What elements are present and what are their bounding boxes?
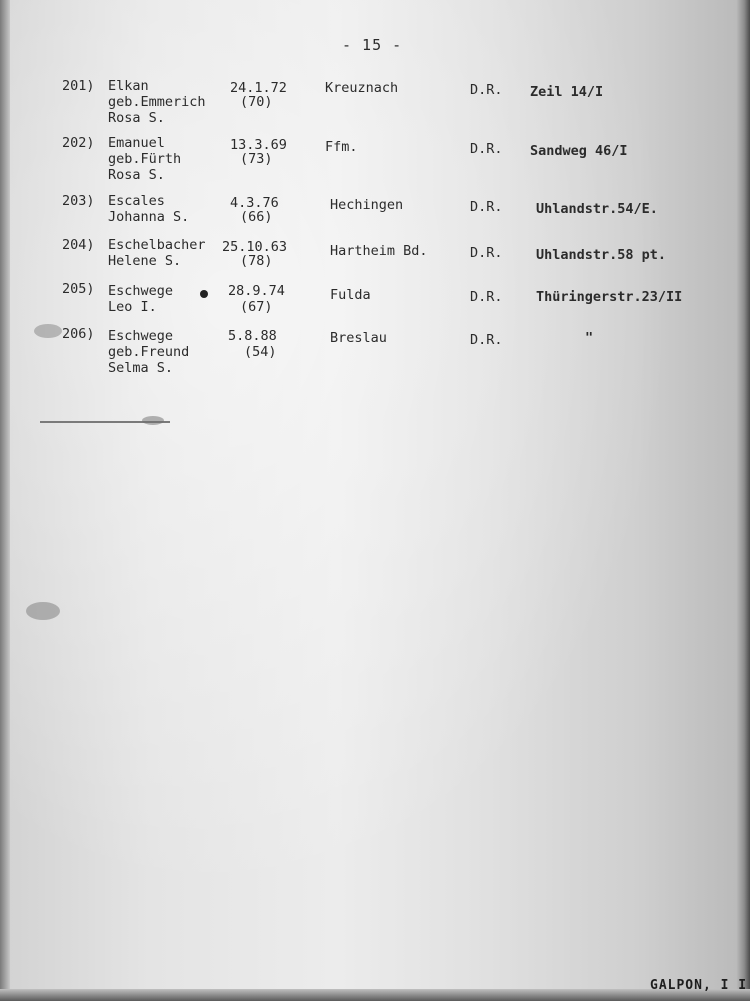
entry-name-line: geb.Fürth (108, 151, 182, 167)
entry-name-line: Leo I. (108, 299, 157, 315)
entry-citizenship: D.R. (470, 245, 503, 261)
entry-name-line: Eschwege (108, 283, 174, 299)
entry-name-line: geb.Emmerich (108, 94, 206, 110)
entry-name-line: Rosa S. (108, 167, 165, 183)
archive-stamp: GALPON, I I (650, 978, 748, 993)
scan-edge-bottom (0, 989, 750, 1001)
entry-address: " (585, 330, 594, 346)
scan-edge-left (0, 0, 10, 1001)
entry-citizenship: D.R. (470, 82, 503, 98)
entry-name-line: Rosa S. (108, 110, 165, 126)
entry-address: Uhlandstr.58 pt. (536, 247, 667, 263)
entry-address: Thüringerstr.23/II (536, 289, 683, 305)
entry-birth-date: 13.3.69 (230, 137, 287, 153)
entry-age: (73) (240, 151, 273, 167)
entry-name-line: Escales (108, 193, 165, 209)
entry-number: 202) (62, 135, 95, 151)
entry-birth-date: 4.3.76 (230, 195, 279, 211)
entry-number: 204) (62, 237, 95, 253)
entry-birthplace: Ffm. (325, 139, 358, 155)
entry-age: (67) (240, 299, 273, 315)
stain-mark (26, 602, 60, 620)
entry-number: 203) (62, 193, 95, 209)
entry-number: 205) (62, 281, 95, 297)
entry-birth-date: 25.10.63 (222, 239, 288, 255)
entry-birthplace: Kreuznach (325, 80, 399, 96)
entry-birthplace: Breslau (330, 330, 387, 346)
entry-name-line: Helene S. (108, 253, 182, 269)
entry-name-line: Selma S. (108, 360, 174, 376)
entry-name-line: Emanuel (108, 135, 165, 151)
entry-age: (78) (240, 253, 273, 269)
entry-name-line: Eschelbacher (108, 237, 206, 253)
ink-dot (200, 290, 208, 298)
entry-age: (66) (240, 209, 273, 225)
entry-address: Zeil 14/I (530, 84, 604, 100)
entry-birthplace: Hartheim Bd. (330, 243, 428, 259)
page-number: - 15 - (342, 36, 403, 54)
entry-birthplace: Hechingen (330, 197, 404, 213)
scan-edge-right (736, 0, 750, 1001)
entry-number: 201) (62, 78, 95, 94)
entry-age: (70) (240, 94, 273, 110)
entry-age: (54) (244, 344, 277, 360)
ink-blot (34, 324, 62, 338)
entry-birth-date: 24.1.72 (230, 80, 287, 96)
pencil-loop (142, 416, 164, 425)
entry-name-line: Elkan (108, 78, 149, 94)
entry-citizenship: D.R. (470, 289, 503, 305)
entry-number: 206) (62, 326, 95, 342)
entry-birth-date: 5.8.88 (228, 328, 277, 344)
entry-address: Sandweg 46/I (530, 143, 628, 159)
entry-birth-date: 28.9.74 (228, 283, 285, 299)
entry-citizenship: D.R. (470, 141, 503, 157)
entry-name-line: geb.Freund (108, 344, 190, 360)
entry-citizenship: D.R. (470, 199, 503, 215)
entry-citizenship: D.R. (470, 332, 503, 348)
entry-name-line: Johanna S. (108, 209, 190, 225)
entry-name-line: Eschwege (108, 328, 174, 344)
entry-birthplace: Fulda (330, 287, 371, 303)
entry-address: Uhlandstr.54/E. (536, 201, 658, 217)
